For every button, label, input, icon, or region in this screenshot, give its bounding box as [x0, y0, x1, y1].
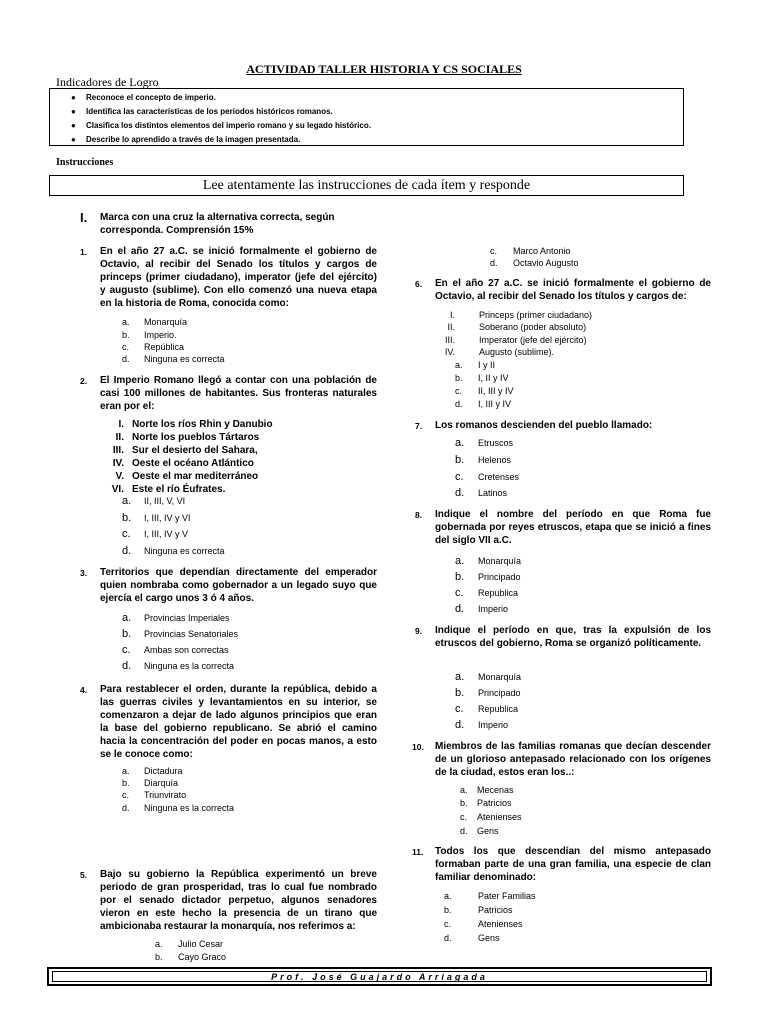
question-number: 9.	[415, 626, 423, 636]
footer-box	[47, 967, 712, 986]
section-number: I.	[80, 210, 88, 225]
indicator-item: ● Identifica las características de los periodos históricos romanos.	[71, 107, 333, 116]
instructions-label: Instrucciones	[56, 157, 114, 168]
section-text: Marca con una cruz la alternativa correcta, según corresponda. Comprensión 15%	[100, 212, 335, 236]
question-text: En el año 27 a.C. se inició formalmente el gobierno de Octavio, al recibir del Senado los títulos y cargos de:	[435, 278, 711, 302]
question-number: 10.	[412, 742, 424, 752]
page-title: ACTIVIDAD TALLER HISTORIA Y CS SOCIALES	[246, 62, 522, 76]
indicator-item: ● Clasifica los distintos elementos del imperio romano y su legado histórico.	[71, 121, 371, 130]
question-text: Los romanos descienden del pueblo llamado:	[435, 420, 653, 431]
question-text: Indique el período en que, tras la expulsión de los etruscos del gobierno, Roma se organizó políticamente.	[435, 625, 711, 649]
question-number: 3.	[80, 568, 88, 578]
bullet-icon: ●	[71, 121, 76, 130]
question-text: Bajo su gobierno la República experimentó un breve periodo de gran prosperidad, tras lo cual fue nombrado por el senado dictador perpetuo, algunos senadores vieron en este hecho la presencia de un tirano que ambicionaba restaurar la monarquía, nos referimos a:	[100, 869, 377, 932]
question-number: 7.	[415, 421, 423, 431]
question-number: 11.	[412, 847, 424, 857]
question-text: Miembros de las familias romanas que decían descender de un glorioso antepasado relacionado con los orígenes de la ciudad, estos eran los..:	[435, 741, 711, 778]
question-number: 6.	[415, 279, 423, 289]
bullet-icon: ●	[71, 135, 76, 144]
bullet-icon: ●	[71, 107, 76, 116]
indicators-box	[49, 88, 684, 146]
question-text: El Imperio Romano llegó a contar con una población de casi 100 millones de habitantes. Sus fronteras naturales eran por el:	[100, 375, 377, 412]
question-number: 5.	[80, 870, 88, 880]
question-text: Territorios que dependían directamente del emperador quien nombraba como gobernador a un legado suyo que ejercía el cargo unos 3 ó 4 años.	[100, 567, 377, 604]
question-text: Todos los que descendían del mismo antepasado formaban parte de una gran familia, una especie de clan familiar denominado:	[435, 846, 711, 883]
bullet-icon: ●	[71, 93, 76, 102]
question-text: En el año 27 a.C. se inició formalmente el gobierno de Octavio, al recibir del Senado los títulos y cargos de princeps (primer ciudadano), imperator (jefe del ejército) y augusto (sublime). Con ello comenzó una nueva etapa en la historia de Roma, conocida como:	[100, 246, 377, 309]
question-number: 8.	[415, 510, 423, 520]
instructions-box: Lee atentamente las instrucciones de cada ítem y responde	[49, 175, 684, 196]
question-number: 4.	[80, 685, 88, 695]
question-text: Indique el nombre del período en que Roma fue gobernada por reyes etruscos, etapa que se inició a fines del siglo VII a.C.	[435, 509, 711, 546]
question-number: 1.	[80, 247, 88, 257]
question-text: Para restablecer el orden, durante la república, debido a las guerras civiles y levantamientos en su interior, se comenzaron a dejar de lado algunos principios que eran la base del gobierno republicano. Se abrió el camino hacia la concentración del poder en pocas manos, a esto se le conoce como:	[100, 684, 377, 760]
indicator-item: ● Reconoce el concepto de imperio.	[71, 93, 216, 102]
question-number: 2.	[80, 376, 88, 386]
indicator-item: ● Describe lo aprendido a través de la imagen presentada.	[71, 135, 301, 144]
indicators-label: Indicadores de Logro	[56, 75, 159, 89]
footer-author: Prof. José Guajardo Arriagada	[52, 971, 707, 982]
